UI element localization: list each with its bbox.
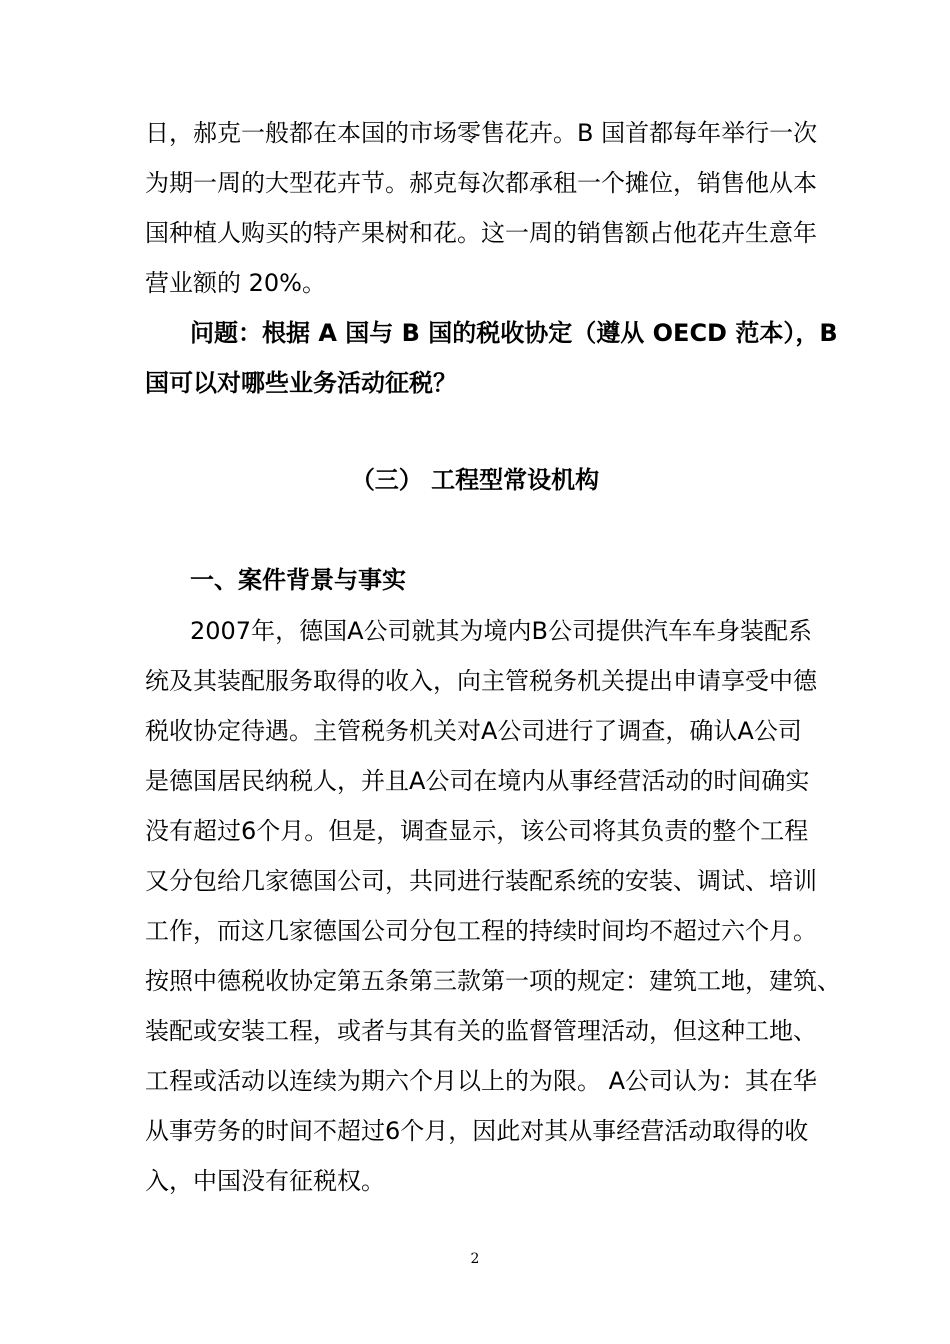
page-number: 2	[470, 1251, 480, 1267]
paragraph-line: 按照中德税收协定第五条第三款第一项的规定：建筑工地，建筑、	[145, 967, 841, 995]
paragraph-line: 国种植人购买的特产果树和花。这一周的销售额占他花卉生意年	[145, 219, 817, 247]
paragraph-line: 为期一周的大型花卉节。郝克每次都承租一个摊位，销售他从本	[145, 169, 817, 197]
paragraph-line: 从事劳务的时间不超过6个月，因此对其从事经营活动取得的收	[145, 1117, 809, 1145]
question-line: 国可以对哪些业务活动征税？	[145, 369, 457, 397]
paragraph-line: 入，中国没有征税权。	[145, 1167, 385, 1195]
paragraph-line: 税收协定待遇。主管税务机关对A公司进行了调查，确认A公司	[145, 717, 802, 745]
paragraph-line: 2007年，德国A公司就其为境内B公司提供汽车车身装配系	[190, 617, 812, 645]
paragraph-line: 工程或活动以连续为期六个月以上的为限。 A公司认为：其在华	[145, 1067, 818, 1095]
question-line: 问题：根据 A 国与 B 国的税收协定（遵从 OECD 范本），B	[190, 319, 838, 347]
paragraph-line: 又分包给几家德国公司，共同进行装配系统的安装、调试、培训	[145, 867, 817, 895]
paragraph-line: 是德国居民纳税人，并且A公司在境内从事经营活动的时间确实	[145, 767, 810, 795]
paragraph-line: 工作，而这几家德国公司分包工程的持续时间均不超过六个月。	[145, 917, 817, 945]
section-title: （三） 工程型常设机构	[350, 466, 600, 494]
subsection-title: 一、案件背景与事实	[190, 566, 406, 594]
paragraph-line: 没有超过6个月。但是，调查显示，该公司将其负责的整个工程	[145, 817, 809, 845]
paragraph-line: 营业额的 20%。	[145, 269, 326, 297]
paragraph-line: 装配或安装工程，或者与其有关的监督管理活动，但这种工地、	[145, 1017, 817, 1045]
paragraph-line: 统及其装配服务取得的收入，向主管税务机关提出申请享受中德	[145, 667, 817, 695]
paragraph-line: 日，郝克一般都在本国的市场零售花卉。B 国首都每年举行一次	[145, 119, 818, 147]
